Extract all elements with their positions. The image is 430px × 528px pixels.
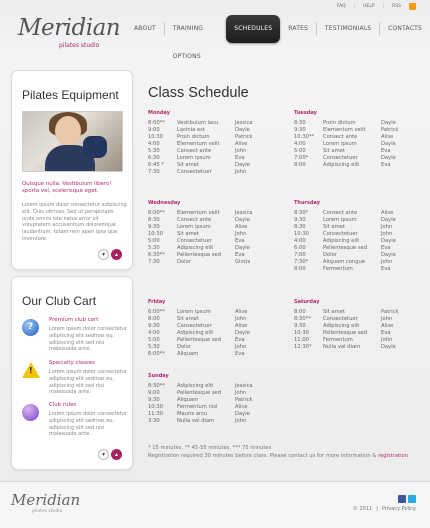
class-name: Consectetuer xyxy=(177,238,212,244)
day-name: Sunday xyxy=(148,373,169,379)
class-time: 4:00 xyxy=(294,238,306,244)
class-instructor: Patrick xyxy=(381,309,399,315)
separator: | xyxy=(382,4,385,9)
nav-schedules[interactable]: SCHEDULES xyxy=(226,15,280,43)
cart-item-title[interactable]: Specialty classes xyxy=(49,360,95,366)
chevron-up-icon[interactable]: ▴ xyxy=(111,449,122,460)
class-name: Consect ante xyxy=(177,217,212,223)
class-instructor: Alise xyxy=(235,224,248,230)
class-time: 12:30* xyxy=(294,344,312,350)
class-instructor: Dayle xyxy=(381,344,396,350)
class-time: 8:00 xyxy=(294,162,306,168)
class-time: 10:30 xyxy=(148,231,163,237)
day-name: Tuesday xyxy=(294,110,317,116)
nav-about[interactable]: ABOUT xyxy=(134,25,156,32)
class-time: 7:00* xyxy=(294,155,309,161)
chat-bubble-icon xyxy=(22,404,39,421)
schedule-row xyxy=(148,404,268,411)
day-name: Friday xyxy=(148,299,166,305)
class-name: Consect ante xyxy=(323,134,358,140)
footer-logo-name: Meridian xyxy=(11,491,81,509)
class-time: 10:30** xyxy=(294,134,315,140)
schedule-row xyxy=(148,309,268,316)
schedule-row xyxy=(148,252,268,259)
faq-link[interactable]: FAQ xyxy=(336,4,346,9)
class-name: Sit amet xyxy=(177,162,199,168)
class-name: Consectetuer xyxy=(177,169,212,175)
class-name: Adipiscing elit xyxy=(177,245,214,251)
class-name: Fermentum xyxy=(323,337,353,343)
cart-item-desc: Lorem ipsum dolor consectetur adipiscing elit sedmas eu, adipiscing elit sed nisi malesuada ante. xyxy=(49,369,127,396)
class-instructor: John xyxy=(381,316,393,322)
chevron-down-icon[interactable]: ▾ xyxy=(98,449,109,460)
schedule-row xyxy=(148,351,268,358)
class-time: 8:30** xyxy=(294,316,311,322)
class-time: 8:30 xyxy=(294,120,306,126)
class-name: Lorem ipsum xyxy=(177,309,211,315)
class-instructor: Patrick xyxy=(235,397,253,403)
schedule-row xyxy=(294,127,414,134)
schedule-row xyxy=(294,231,414,238)
day-block xyxy=(294,200,414,273)
class-time: 9:30 xyxy=(294,127,306,133)
class-time: 4:00 xyxy=(148,141,160,147)
schedule-row xyxy=(148,397,268,404)
day-block xyxy=(294,110,414,169)
schedule-row xyxy=(294,217,414,224)
class-instructor: Eva xyxy=(381,162,391,168)
class-name: Sit amet xyxy=(323,148,345,154)
schedule-row xyxy=(294,337,414,344)
class-name: Lorem ipsum xyxy=(177,224,211,230)
cart-item-title[interactable]: Premium club cart xyxy=(49,317,99,323)
schedule-row xyxy=(294,245,414,252)
footer xyxy=(0,481,430,528)
photo-face xyxy=(55,116,81,146)
class-name: Consect ante xyxy=(177,148,212,154)
class-name: Sit amet xyxy=(323,224,345,230)
registration-text: Registration required 30 minutes before class. Please contact us for more information & xyxy=(148,453,379,459)
class-name: Adipiscing elit xyxy=(177,330,214,336)
class-time: 8:30 xyxy=(148,217,160,223)
schedule-row xyxy=(294,162,414,169)
class-instructor: John xyxy=(235,418,247,424)
schedule-row xyxy=(148,148,268,155)
schedule-row xyxy=(294,323,414,330)
schedule-row xyxy=(294,330,414,337)
class-name: Lorem ipsum xyxy=(323,217,357,223)
facebook-icon[interactable] xyxy=(398,495,406,503)
class-time: 8:30 xyxy=(294,224,306,230)
schedule-row xyxy=(148,390,268,397)
class-instructor: Dayle xyxy=(235,411,250,417)
class-name: Adipiscing elit xyxy=(323,323,360,329)
class-instructor: Alise xyxy=(381,323,394,329)
class-time: 4:00 xyxy=(294,141,306,147)
separator: | xyxy=(376,506,378,512)
class-instructor: John xyxy=(381,224,393,230)
warning-icon: ! xyxy=(22,362,40,378)
class-instructor: Jessica xyxy=(235,383,253,389)
class-instructor: Gloria xyxy=(235,259,251,265)
class-name: Sit amet xyxy=(177,231,199,237)
class-time: 8:00** xyxy=(148,210,165,216)
class-name: Pellentesque sed xyxy=(323,330,368,336)
class-time: 6:45 * xyxy=(148,162,164,168)
class-name: Fermentum nisl xyxy=(177,404,218,410)
class-time: 5:00 xyxy=(294,148,306,154)
class-instructor: Dayle xyxy=(235,330,250,336)
schedule-section xyxy=(148,70,420,101)
day-name: Thursday xyxy=(294,200,321,206)
footer-logo[interactable] xyxy=(11,491,81,514)
class-name: Adipiscing elit xyxy=(177,383,214,389)
class-instructor: Dayle xyxy=(381,155,396,161)
class-name: Dolor xyxy=(177,259,191,265)
registration-note xyxy=(148,452,424,460)
schedule-row xyxy=(294,155,414,162)
class-time: 8:00** xyxy=(148,120,165,126)
class-name: Elementum velit xyxy=(177,210,220,216)
class-instructor: Jessica xyxy=(235,120,253,126)
copyright xyxy=(353,506,416,512)
class-instructor: Dayle xyxy=(381,120,396,126)
class-time: 6:00 xyxy=(294,245,306,251)
class-name: Elementum velit xyxy=(177,141,220,147)
equipment-lead[interactable]: Quisque nulla. Vestibulum libero! sporta vel, scelerisque eget. xyxy=(22,181,112,195)
duration-note: * 15 minutes, ** 45-55 minutes, *** 75 minutes xyxy=(148,445,272,451)
class-instructor: Jessica xyxy=(235,210,253,216)
class-name: Pellentesque sed xyxy=(177,390,222,396)
cart-item-desc: Lorem ipsum dolor consectetur adipiscing elit sedmas eu, adipiscing elit sed nisi malesuada ante. xyxy=(49,411,127,438)
day-block xyxy=(148,200,268,266)
class-name: Dolor xyxy=(177,344,191,350)
class-instructor: John xyxy=(381,231,393,237)
class-instructor: Patrick xyxy=(235,134,253,140)
class-time: 8:30** xyxy=(148,383,165,389)
privacy-policy-link[interactable]: Privacy Policy xyxy=(381,506,416,512)
schedule-row xyxy=(148,169,268,176)
class-name: Nulla vel diam xyxy=(177,418,215,424)
class-instructor: John xyxy=(235,169,247,175)
class-name: Lacinia est xyxy=(177,127,205,133)
class-name: Pellentesque sed xyxy=(177,337,222,343)
class-name: Vestibulum lacu xyxy=(177,120,219,126)
schedule-row xyxy=(294,120,414,127)
equipment-photo xyxy=(22,111,123,172)
class-time: 6:30** xyxy=(148,252,165,258)
class-instructor: Dayle xyxy=(235,127,250,133)
club-cart-title: Our Club Cart xyxy=(22,294,97,308)
schedule-row xyxy=(148,245,268,252)
schedule-row xyxy=(294,134,414,141)
schedule-title: Class Schedule xyxy=(148,85,249,101)
registration-link[interactable]: registration xyxy=(378,453,409,459)
class-time: 11:30 xyxy=(148,411,163,417)
class-instructor: Dayle xyxy=(235,162,250,168)
class-time: 5:00 xyxy=(148,238,160,244)
class-time: 9:30 xyxy=(294,217,306,223)
class-instructor: John xyxy=(235,344,247,350)
class-instructor: Dayle xyxy=(381,238,396,244)
schedule-row xyxy=(294,316,414,323)
rss-link[interactable]: RSS xyxy=(392,4,401,9)
class-instructor: Alice xyxy=(235,404,248,410)
day-block xyxy=(148,110,268,176)
class-time: 7:30* xyxy=(294,259,309,265)
logo-tagline: pilates studio xyxy=(59,42,100,49)
schedule-row xyxy=(294,224,414,231)
class-instructor: Alise xyxy=(381,210,394,216)
nav-testimonials[interactable]: TESTIMONIALS xyxy=(324,25,372,32)
class-time: 10:30 xyxy=(294,330,309,336)
nav-training-options[interactable]: TRAINING OPTIONS xyxy=(172,25,204,60)
class-time: 7:30 xyxy=(148,169,160,175)
class-instructor: John xyxy=(381,337,393,343)
class-instructor: Eva xyxy=(381,148,391,154)
class-instructor: Patrick xyxy=(381,127,399,133)
cart-item-desc: Lorem ipsum dolor consectetur adipiscing elit sedmas eu, adipiscing elit sed nisi malesuada ante. xyxy=(49,326,127,353)
class-instructor: Dayle xyxy=(381,217,396,223)
class-instructor: Alise xyxy=(235,323,248,329)
schedule-row xyxy=(148,210,268,217)
schedule-row xyxy=(148,141,268,148)
class-name: Consectetuer xyxy=(323,231,358,237)
schedule-row xyxy=(148,337,268,344)
class-instructor: Dayle xyxy=(381,252,396,258)
class-name: Proin dictum xyxy=(323,120,356,126)
class-name: Elementum velit xyxy=(323,127,366,133)
class-time: 10:30 xyxy=(148,134,163,140)
class-name: Consectetuer xyxy=(323,316,358,322)
class-time: 9:00 xyxy=(148,390,160,396)
class-time: 9:30 xyxy=(148,397,160,403)
class-name: Mauris arcu xyxy=(177,411,208,417)
class-instructor: Eva xyxy=(381,330,391,336)
day-name: Wednesday xyxy=(148,200,181,206)
schedule-row xyxy=(294,309,414,316)
schedule-row xyxy=(294,148,414,155)
class-time: 8:00 xyxy=(294,266,306,272)
day-block xyxy=(294,299,414,351)
class-instructor: Eva xyxy=(381,245,391,251)
schedule-row xyxy=(148,418,268,425)
schedule-row xyxy=(148,127,268,134)
class-name: Pellentesque sed xyxy=(177,252,222,258)
class-name: Adipiscing elit xyxy=(323,162,360,168)
class-time: 4:00 xyxy=(148,330,160,336)
chevron-up-icon[interactable]: ▴ xyxy=(111,249,122,260)
photo-equipment xyxy=(83,136,107,158)
class-instructor: Eva xyxy=(381,266,391,272)
schedule-row xyxy=(294,266,414,273)
class-name: Lorem ipsum xyxy=(323,141,357,147)
equipment-pager xyxy=(98,249,122,260)
class-name: Consectetuer xyxy=(177,323,212,329)
footer-logo-tagline: pilates studio xyxy=(32,509,63,514)
class-instructor: John xyxy=(381,259,393,265)
schedule-row xyxy=(148,323,268,330)
equipment-title: Pilates Equipment xyxy=(22,88,119,102)
schedule-row xyxy=(294,238,414,245)
logo[interactable] xyxy=(18,15,121,49)
class-name: Adipiscing elit xyxy=(323,238,360,244)
class-time: 10:30 xyxy=(294,231,309,237)
class-instructor: Dayle xyxy=(235,245,250,251)
class-time: 9:30 xyxy=(294,323,306,329)
class-instructor: Eva xyxy=(235,351,245,357)
class-time: 5:30 xyxy=(148,344,160,350)
schedule-row xyxy=(148,162,268,169)
class-time: 6:00** xyxy=(148,309,165,315)
day-block xyxy=(148,373,268,425)
class-time: 6:30 xyxy=(148,155,160,161)
schedule-row xyxy=(148,120,268,127)
class-time: 10:30 xyxy=(148,404,163,410)
class-time: 3:30 xyxy=(148,418,160,424)
main-nav xyxy=(126,15,430,60)
schedule-row xyxy=(294,252,414,259)
class-instructor: Alise xyxy=(381,134,394,140)
club-cart-panel xyxy=(11,276,133,470)
class-instructor: Dayle xyxy=(235,217,250,223)
twitter-icon[interactable] xyxy=(408,495,416,503)
class-instructor: John xyxy=(235,390,247,396)
class-instructor: John xyxy=(235,316,247,322)
schedule-row xyxy=(294,259,414,266)
cart-item-title[interactable]: Club rules xyxy=(49,402,77,408)
help-link[interactable]: HELP xyxy=(363,4,375,9)
logo-name: Meridian xyxy=(18,15,121,41)
class-name: Proin dictum xyxy=(177,134,210,140)
class-instructor: Eva xyxy=(235,238,245,244)
class-name: Dolor xyxy=(323,252,337,258)
class-name: Aliquam xyxy=(177,351,199,357)
class-name: Sit amet xyxy=(323,309,345,315)
class-instructor: Alise xyxy=(235,309,248,315)
equipment-text: Lorem ipsum dolor consectetur adipiscing elit. Duis ultrices. Sed ut perspiciatis unde omnis iste natus error sit voluptatem accusantium doloremque laudantium, totam rem aperi ipsa que inventore. xyxy=(22,202,127,242)
class-time: 7:30 xyxy=(148,259,160,265)
class-name: Lorem ipsum xyxy=(177,155,211,161)
schedule-row xyxy=(148,411,268,418)
class-name: Sit amet xyxy=(177,316,199,322)
nav-rates[interactable]: RATES xyxy=(288,25,309,32)
schedule-notes xyxy=(148,444,424,460)
equipment-panel xyxy=(11,70,133,270)
class-time: 9:30 xyxy=(148,323,160,329)
utility-links xyxy=(337,3,416,10)
schedule-row xyxy=(148,224,268,231)
class-instructor: Eva xyxy=(235,337,245,343)
class-instructor: Dayle xyxy=(381,141,396,147)
class-name: Pellentesque sed xyxy=(323,245,368,251)
class-time: 9:30 xyxy=(148,224,160,230)
schedule-row xyxy=(294,141,414,148)
class-instructor: Eva xyxy=(235,252,245,258)
class-time: 5:00 xyxy=(148,337,160,343)
social-links xyxy=(398,495,416,503)
day-block xyxy=(148,299,268,358)
class-instructor: Alise xyxy=(235,141,248,147)
separator: | xyxy=(353,4,356,9)
schedule-row xyxy=(148,344,268,351)
class-time: 5:30 xyxy=(148,245,160,251)
class-name: Nulla vel diam xyxy=(323,344,361,350)
cart-pager xyxy=(98,449,122,460)
class-instructor: John xyxy=(235,231,247,237)
class-time: 8:00 xyxy=(294,309,306,315)
class-name: Aliquam congue xyxy=(323,259,365,265)
class-name: Consectetuer xyxy=(323,155,358,161)
copyright-text: © 2011 xyxy=(352,506,373,512)
class-time: 8:00 xyxy=(148,316,160,322)
rss-icon[interactable] xyxy=(409,3,416,10)
schedule-row xyxy=(294,210,414,217)
class-instructor: Eva xyxy=(235,155,245,161)
chevron-down-icon[interactable]: ▾ xyxy=(98,249,109,260)
class-instructor: John xyxy=(235,148,247,154)
schedule-row xyxy=(148,217,268,224)
schedule-row xyxy=(294,344,414,351)
nav-contacts[interactable]: CONTACTS xyxy=(388,25,422,32)
class-name: Aliquam xyxy=(177,397,199,403)
day-name: Monday xyxy=(148,110,171,116)
class-name: Fermentum xyxy=(323,266,353,272)
class-time: 9:00 xyxy=(148,127,160,133)
class-time: 6:00** xyxy=(148,351,165,357)
class-time: 7:00 xyxy=(294,252,306,258)
schedule-row xyxy=(148,330,268,337)
class-time: 8:30* xyxy=(294,210,309,216)
schedule-row xyxy=(148,134,268,141)
schedule-row xyxy=(148,238,268,245)
class-name: Consect ante xyxy=(323,210,358,216)
schedule-row xyxy=(148,383,268,390)
schedule-row xyxy=(148,259,268,266)
class-time: 11:00 xyxy=(294,337,309,343)
class-time: 5:30 xyxy=(148,148,160,154)
schedule-row xyxy=(148,231,268,238)
schedule-row xyxy=(148,316,268,323)
day-name: Saturday xyxy=(294,299,320,305)
question-icon: ? xyxy=(22,319,39,336)
schedule-row xyxy=(148,155,268,162)
